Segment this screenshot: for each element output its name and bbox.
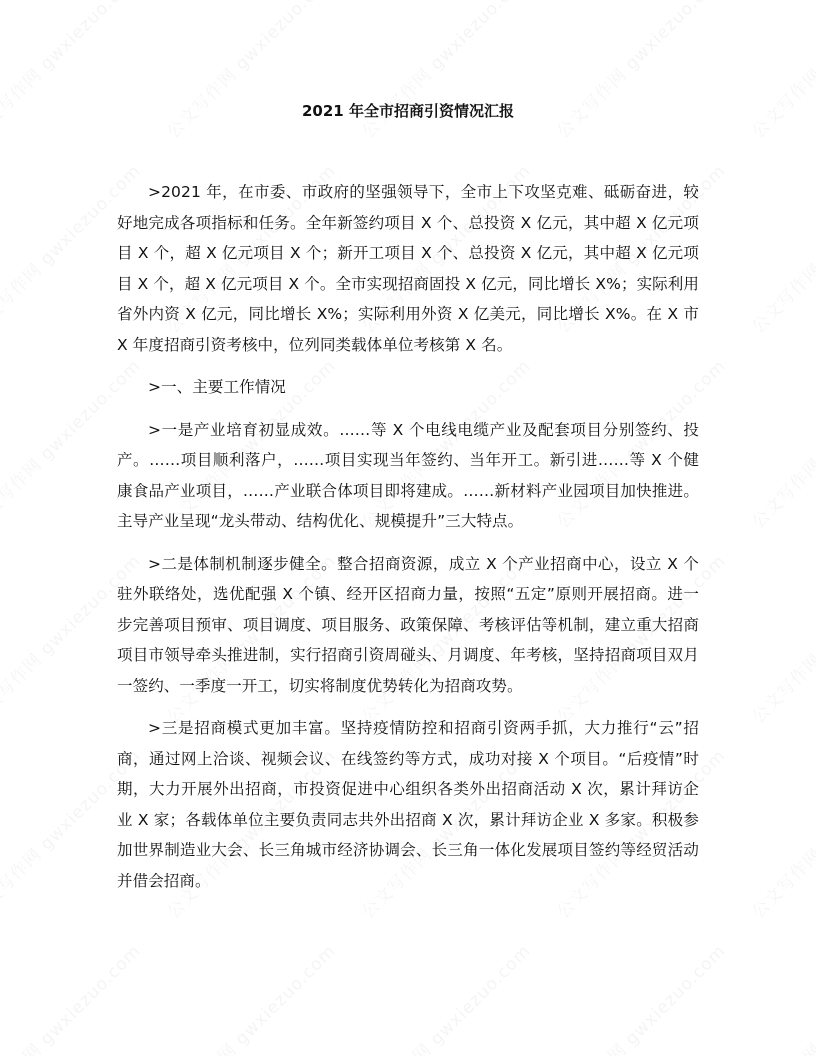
document-title: 2021 年全市招商引资情况汇报 bbox=[302, 102, 514, 120]
watermark-text bbox=[745, 352, 816, 532]
watermark-text bbox=[160, 937, 340, 1056]
intro-paragraph: >2021 年，在市委、市政府的坚强领导下，全市上下攻坚克难、砥砺奋进，较好地完成各项指标和任务。全年新签约项目 X 个、总投资 X 亿元，其中超 X 亿元项目 X 个，超 X 亿元项目 X 个；新开工项目 X 个、总投资 X 亿元，其中超 X 亿元项目 X 个，超 X 亿元项目 X 个。全市实现招商固投 X 亿元，同比增长 X%；实际利用省外内资 X 亿元，同比增长 X%；实际利用外资 X 亿美元，同比增长 X%。在 X 市 X 年度招商引资考核中，位列同类载体单位考核第 X 名。 bbox=[117, 183, 699, 354]
watermark-text bbox=[355, 937, 535, 1056]
watermark-text bbox=[0, 0, 145, 143]
watermark-text bbox=[745, 937, 816, 1056]
watermark-text bbox=[550, 0, 730, 143]
watermark-text bbox=[745, 742, 816, 922]
watermark-text bbox=[355, 0, 535, 143]
point-two-paragraph: >二是体制机制逐步健全。整合招商资源，成立 X 个产业招商中心，设立 X 个驻外联络处，选优配强 X 个镇、经开区招商力量，按照“五定”原则开展招商。进一步完善项目预审、项目调度、项目服务、政策保障、考核评估等机制，建立重大招商项目市领导牵头推进制，实行招商引资周碰头、月调度、年考核，坚持招商项目双月一签约、一季度一开工，切实将制度优势转化为招商攻势。 bbox=[117, 554, 699, 695]
watermark-text bbox=[745, 157, 816, 337]
point-one-paragraph: >一是产业培育初显成效。……等 X 个电线电缆产业及配套项目分别签约、投产。……项目顺利落户，……项目实现当年签约、当年开工。新引进……等 X 个健康食品产业项目，……产业联合体项目即将建成。……新材料产业园项目加快推进。主导产业呈现“龙头带动、结构优化、规模提升”三大特点。 bbox=[117, 420, 699, 530]
section-heading: >一、主要工作情况 bbox=[148, 378, 286, 396]
watermark-text bbox=[0, 937, 145, 1056]
document-body bbox=[117, 177, 699, 908]
watermark-text bbox=[745, 0, 816, 143]
watermark-text bbox=[160, 0, 340, 143]
watermark-text bbox=[550, 937, 730, 1056]
point-three-paragraph: >三是招商模式更加丰富。坚持疫情防控和招商引资两手抓，大力推行“云”招商，通过网上洽谈、视频会议、在线签约等方式，成功对接 X 个项目。“后疫情”时期，大力开展外出招商，市投资促进中心组织各类外出招商活动 X 次，累计拜访企业 X 家；各载体单位主要负责同志共外出招商 X 次，累计拜访企业 X 多家。积极参加世界制造业大会、长三角城市经济协调会、长三角一体化发展项目签约等经贸活动并借会招商。 bbox=[117, 719, 699, 890]
watermark-text bbox=[745, 547, 816, 727]
